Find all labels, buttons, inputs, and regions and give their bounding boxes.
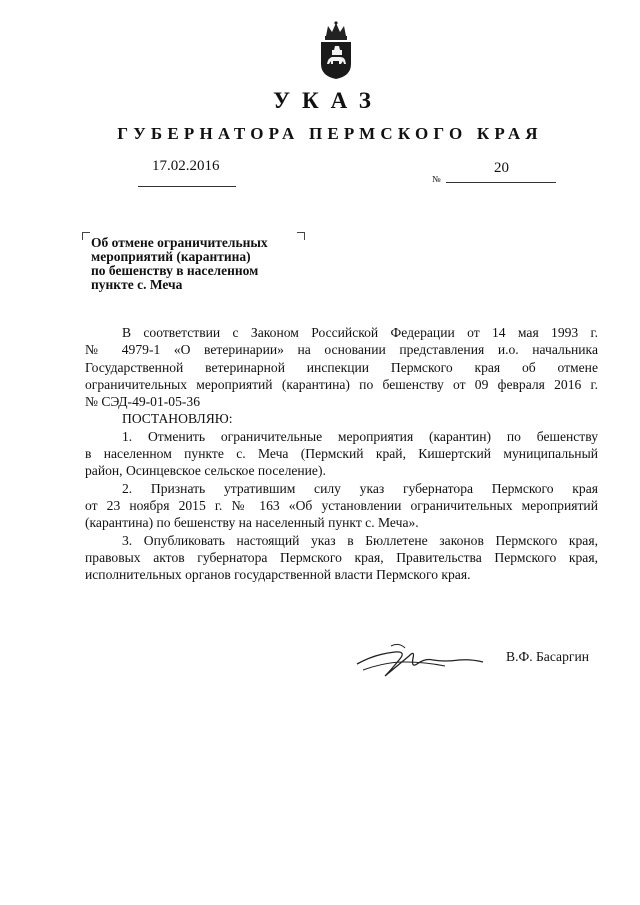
document-type-title: УКАЗ: [273, 88, 383, 113]
signature-mark: [355, 640, 485, 682]
subject-line: Об отмене ограничительных: [91, 235, 268, 250]
issuer-title: ГУБЕРНАТОРА ПЕРМСКОГО КРАЯ: [117, 124, 543, 143]
body-line: В соответствии с Законом Российской Федерации от 14 мая 1993 г.: [122, 325, 598, 340]
subject-line: мероприятий (карантина): [91, 249, 251, 264]
body-line: Государственной ветеринарной инспекции Пермского края об отмене: [85, 359, 598, 375]
resolution-heading: ПОСТАНОВЛЯЮ:: [122, 411, 233, 427]
body-line: от 23 ноября 2015 г. № 163 «Об установлении ограничительных мероприятий: [85, 497, 598, 513]
body-line: 3. Опубликовать настоящий указ в Бюллетене законов Пермского края,: [122, 532, 598, 548]
body-line: ограничительных мероприятий (карантина) по бешенству от 09 февраля 2016 г.: [85, 376, 598, 392]
subject-line: пункте с. Меча: [91, 277, 183, 292]
decree-subject: [91, 236, 311, 292]
body-line: в населенном пункте с. Меча (Пермский край, Кишертский муниципальный: [85, 446, 598, 462]
number-underline: [446, 182, 556, 183]
body-line: № СЭД-49-01-05-36: [85, 394, 201, 410]
subject-line: по бешенству в населенном: [91, 263, 259, 278]
number-sign: №: [432, 174, 441, 184]
decree-date: 17.02.2016: [152, 158, 220, 174]
coat-of-arms-icon: [318, 20, 354, 80]
subject-corner-left: [82, 232, 90, 240]
decree-body: [85, 324, 598, 583]
body-line: (карантина) по бешенству на населенный пункт с. Меча».: [85, 515, 419, 531]
body-line: исполнительных органов государственной власти Пермского края.: [85, 567, 471, 583]
body-line: район, Осинцевское сельское поселение).: [85, 463, 326, 479]
decree-number: 20: [494, 160, 509, 176]
signer-name: В.Ф. Басаргин: [506, 649, 589, 664]
date-underline: [138, 186, 236, 187]
body-line: № 4979-1 «О ветеринарии» на основании представления и.о. начальника: [85, 342, 598, 358]
body-line: 2. Признать утратившим силу указ губернатора Пермского края: [122, 480, 598, 496]
body-line: правовых актов губернатора Пермского края, Правительства Пермского края,: [85, 549, 598, 565]
body-line: 1. Отменить ограничительные мероприятия (карантин) по бешенству: [122, 428, 598, 444]
